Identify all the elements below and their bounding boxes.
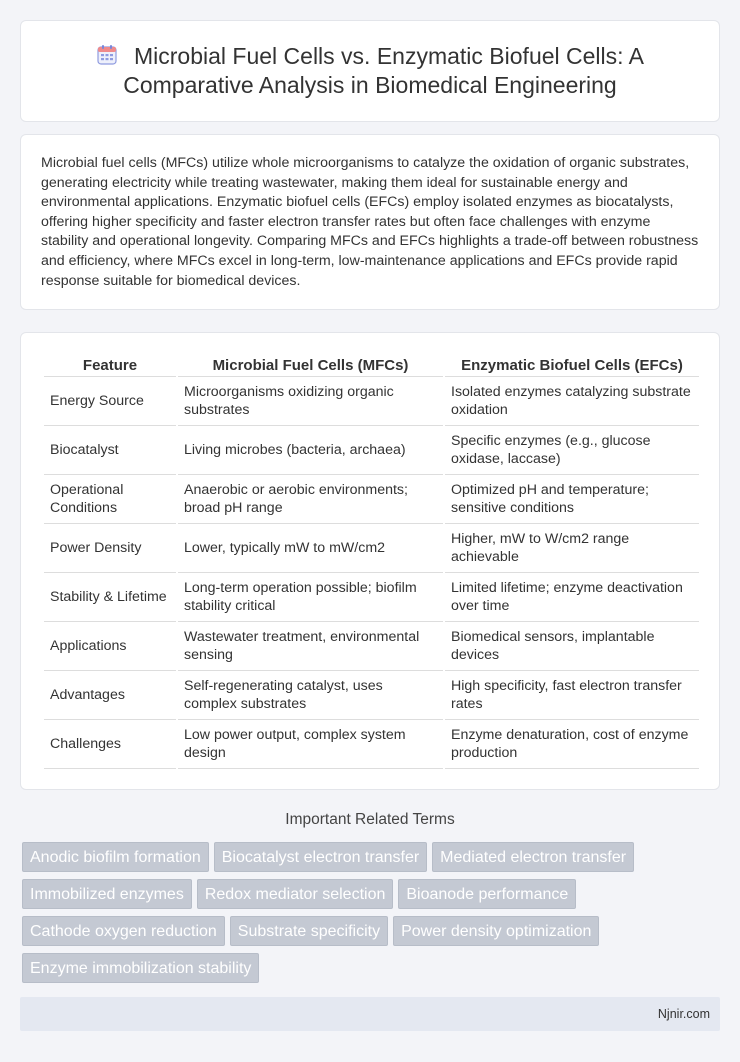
related-term-tag[interactable]: Redox mediator selection [197,879,394,909]
feature-cell: Applications [44,622,176,671]
footer [20,997,720,1031]
footer-site-link[interactable]: Njnir.com [657,1007,710,1021]
related-terms-list [22,842,712,983]
related-term-tag[interactable]: Biocatalyst electron transfer [214,842,427,872]
page-title [60,42,680,100]
related-term-tag[interactable]: Anodic biofilm formation [22,842,209,872]
header-mfc: Microbial Fuel Cells (MFCs) [178,353,443,377]
mfc-cell: Wastewater treatment, environmental sensing [178,622,443,671]
feature-cell: Advantages [44,671,176,720]
summary-card [20,134,720,310]
page-title-text: Microbial Fuel Cells vs. Enzymatic Biofuel Cells: A Comparative Analysis in Biomedical Engineering [123,43,644,98]
mfc-cell: Low power output, complex system design [178,720,443,769]
related-term-tag[interactable]: Substrate specificity [230,916,388,946]
table-row [44,475,699,524]
related-term-tag[interactable]: Immobilized enzymes [22,879,192,909]
efc-cell: Biomedical sensors, implantable devices [445,622,699,671]
table-row [44,622,699,671]
mfc-cell: Lower, typically mW to mW/cm2 [178,524,443,573]
feature-cell: Power Density [44,524,176,573]
table-row [44,720,699,769]
table-row [44,524,699,573]
mfc-cell: Self-regenerating catalyst, uses complex substrates [178,671,443,720]
efc-cell: Optimized pH and temperature; sensitive conditions [445,475,699,524]
efc-cell: Higher, mW to W/cm2 range achievable [445,524,699,573]
title-card [20,20,720,122]
feature-cell: Challenges [44,720,176,769]
efc-cell: High specificity, fast electron transfer rates [445,671,699,720]
efc-cell: Isolated enzymes catalyzing substrate oxidation [445,377,699,426]
header-feature: Feature [44,353,176,377]
table-row [44,573,699,622]
mfc-cell: Anaerobic or aerobic environments; broad pH range [178,475,443,524]
summary-paragraph: Microbial fuel cells (MFCs) utilize whole microorganisms to catalyze the oxidation of organic substrates, generating electricity while treating wastewater, making them ideal for sustainable energy and environmental applications. Enzymatic biofuel cells (EFCs) employ isolated enzymes as biocatalysts, offering higher specificity and faster electron transfer rates but often face challenges with enzyme stability and operational longevity. Comparing MFCs and EFCs highlights a trade-off between robustness and efficiency, where MFCs excel in long-term, low-maintenance applications and EFCs provide rapid response suitable for biomedical devices. [41,155,699,289]
mfc-cell: Microorganisms oxidizing organic substrates [178,377,443,426]
efc-cell: Enzyme denaturation, cost of enzyme production [445,720,699,769]
related-term-tag[interactable]: Enzyme immobilization stability [22,953,259,983]
efc-cell: Limited lifetime; enzyme deactivation over time [445,573,699,622]
comparison-table-card [20,332,720,790]
related-term-tag[interactable]: Power density optimization [393,916,599,946]
related-term-tag[interactable]: Bioanode performance [398,879,576,909]
table-row [44,377,699,426]
table-row [44,671,699,720]
feature-cell: Energy Source [44,377,176,426]
mfc-cell: Living microbes (bacteria, archaea) [178,426,443,475]
efc-cell: Specific enzymes (e.g., glucose oxidase, laccase) [445,426,699,475]
feature-cell: Biocatalyst [44,426,176,475]
header-efc: Enzymatic Biofuel Cells (EFCs) [445,353,699,377]
comparison-table [42,353,701,769]
related-term-tag[interactable]: Cathode oxygen reduction [22,916,225,946]
mfc-cell: Long-term operation possible; biofilm stability critical [178,573,443,622]
related-terms-heading: Important Related Terms [285,811,455,828]
table-header-row [44,353,699,377]
calendar-icon [96,44,118,66]
feature-cell: Operational Conditions [44,475,176,524]
related-term-tag[interactable]: Mediated electron transfer [432,842,634,872]
table-row [44,426,699,475]
feature-cell: Stability & Lifetime [44,573,176,622]
